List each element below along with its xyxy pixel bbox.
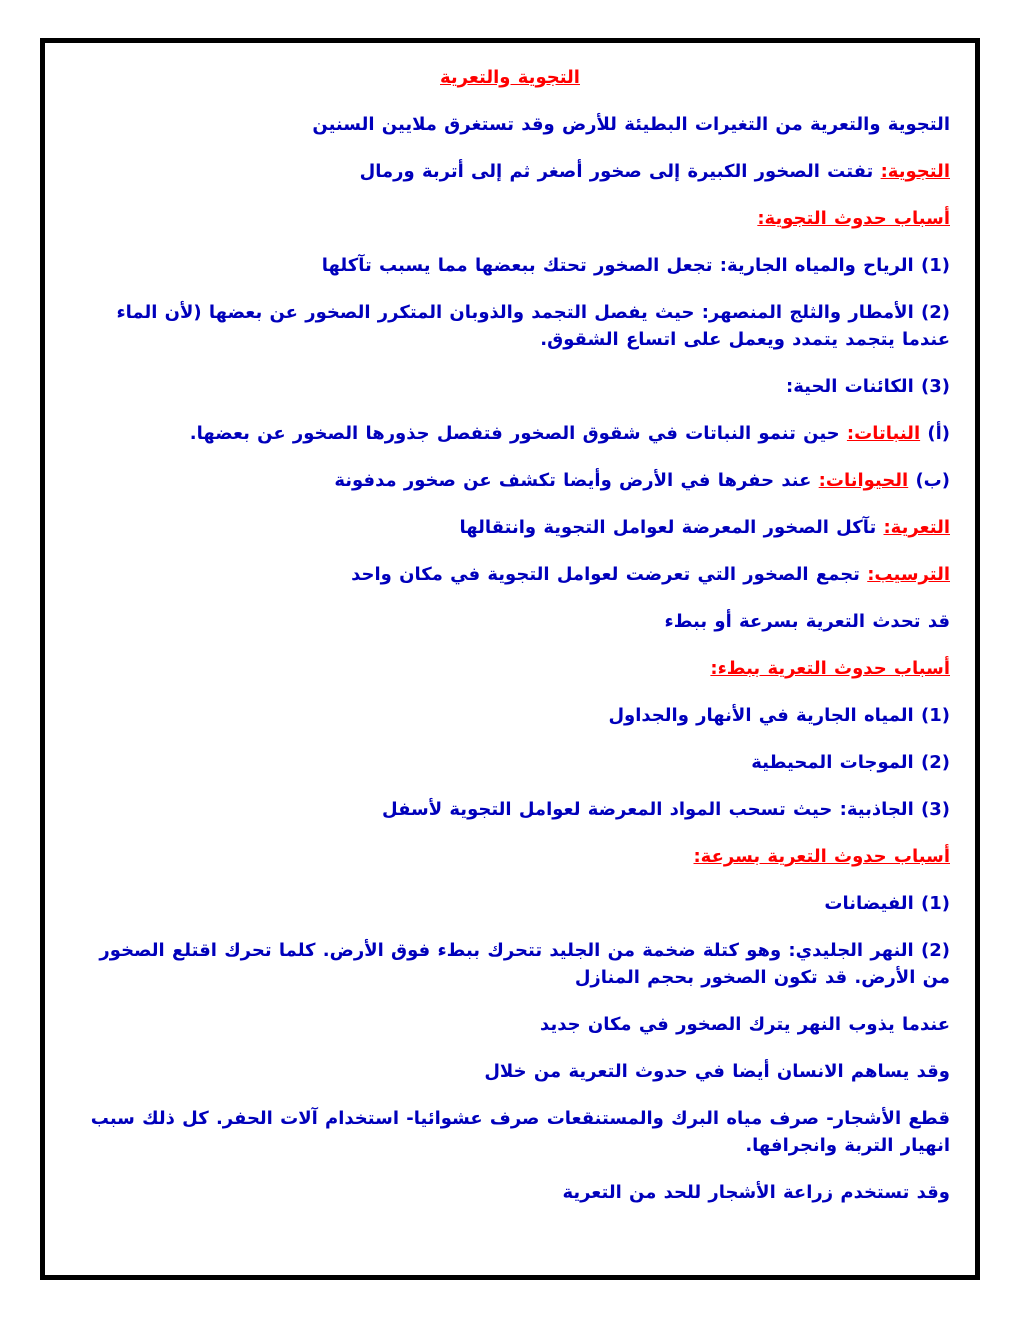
text-segment: وقد تستخدم زراعة الأشجار للحد من التعرية — [562, 1182, 950, 1203]
text-segment: قطع الأشجار- صرف مياه البرك والمستنقعات صرف عشوائيا- استخدام آلات الحفر. كل ذلك سبب انهيار التربة وانجرافها. — [90, 1108, 950, 1156]
text-segment: (2) النهر الجليدي: وهو كتلة ضخمة من الجليد تتحرك ببطء فوق الأرض. كلما تحرك اقتلع الصخور من الأرض. قد تكون الصخور بحجم المنازل — [99, 940, 950, 988]
paragraph — [70, 937, 950, 991]
paragraph — [70, 1105, 950, 1159]
paragraph — [70, 299, 950, 353]
text-segment: تفتت الصخور الكبيرة إلى صخور أصغر ثم إلى أتربة ورمال — [359, 161, 881, 182]
paragraph — [70, 1179, 950, 1206]
heading-segment: النباتات: — [846, 423, 921, 444]
paragraph — [70, 514, 950, 541]
text-segment: حين تنمو النباتات في شقوق الصخور فتفصل جذورها الصخور عن بعضها. — [189, 423, 847, 444]
paragraph — [70, 467, 950, 494]
paragraph — [70, 796, 950, 823]
text-segment: (أ) — [920, 423, 950, 444]
text-segment: (1) الفيضانات — [824, 893, 950, 914]
paragraph — [70, 111, 950, 138]
paragraph — [70, 843, 950, 870]
document-title — [70, 64, 950, 91]
heading-segment: الحيوانات: — [818, 470, 909, 491]
text-segment: عند حفرها في الأرض وأيضا تكشف عن صخور مدفونة — [334, 470, 819, 491]
paragraph — [70, 655, 950, 682]
paragraph — [70, 702, 950, 729]
text-segment: (ب) — [908, 470, 950, 491]
paragraph — [70, 1058, 950, 1085]
heading-segment: أسباب حدوث التجوية: — [757, 208, 950, 229]
text-segment: (1) المياه الجارية في الأنهار والجداول — [608, 705, 950, 726]
heading-segment: الترسيب: — [867, 564, 950, 585]
text-segment: (3) الكائنات الحية: — [786, 376, 950, 397]
paragraph — [70, 890, 950, 917]
text-segment: (3) الجاذبية: حيث تسحب المواد المعرضة لعوامل التجوية لأسفل — [382, 799, 950, 820]
heading-segment: التجوية والتعرية — [440, 67, 580, 88]
text-segment: تجمع الصخور التي تعرضت لعوامل التجوية في مكان واحد — [351, 564, 868, 585]
paragraph — [70, 158, 950, 185]
text-segment: قد تحدث التعرية بسرعة أو ببطء — [664, 611, 950, 632]
paragraph — [70, 252, 950, 279]
heading-segment: التجوية: — [880, 161, 950, 182]
text-segment: وقد يساهم الانسان أيضا في حدوث التعرية من خلال — [484, 1061, 950, 1082]
paragraph — [70, 608, 950, 635]
text-segment: (1) الرياح والمياه الجارية: تجعل الصخور تحتك ببعضها مما يسبب تآكلها — [321, 255, 950, 276]
heading-segment: أسباب حدوث التعرية بسرعة: — [693, 846, 950, 867]
text-segment: (2) الموجات المحيطية — [751, 752, 950, 773]
paragraph — [70, 420, 950, 447]
paragraph — [70, 205, 950, 232]
text-segment: التجوية والتعرية من التغيرات البطيئة للأرض وقد تستغرق ملايين السنين — [312, 114, 950, 135]
paragraph — [70, 561, 950, 588]
document-content — [44, 42, 976, 1246]
heading-segment: أسباب حدوث التعرية ببطء: — [710, 658, 950, 679]
paragraph — [70, 749, 950, 776]
page-border-frame — [40, 38, 980, 1280]
heading-segment: التعرية: — [883, 517, 950, 538]
paragraph — [70, 373, 950, 400]
text-segment: عندما يذوب النهر يترك الصخور في مكان جديد — [540, 1014, 950, 1035]
text-segment: تآكل الصخور المعرضة لعوامل التجوية وانتقالها — [459, 517, 884, 538]
text-segment: (2) الأمطار والثلج المنصهر: حيث يفصل التجمد والذوبان المتكرر الصخور عن بعضها (لأن الماء عندما يتجمد يتمدد ويعمل على اتساع الشقوق. — [116, 302, 950, 350]
paragraph — [70, 1011, 950, 1038]
